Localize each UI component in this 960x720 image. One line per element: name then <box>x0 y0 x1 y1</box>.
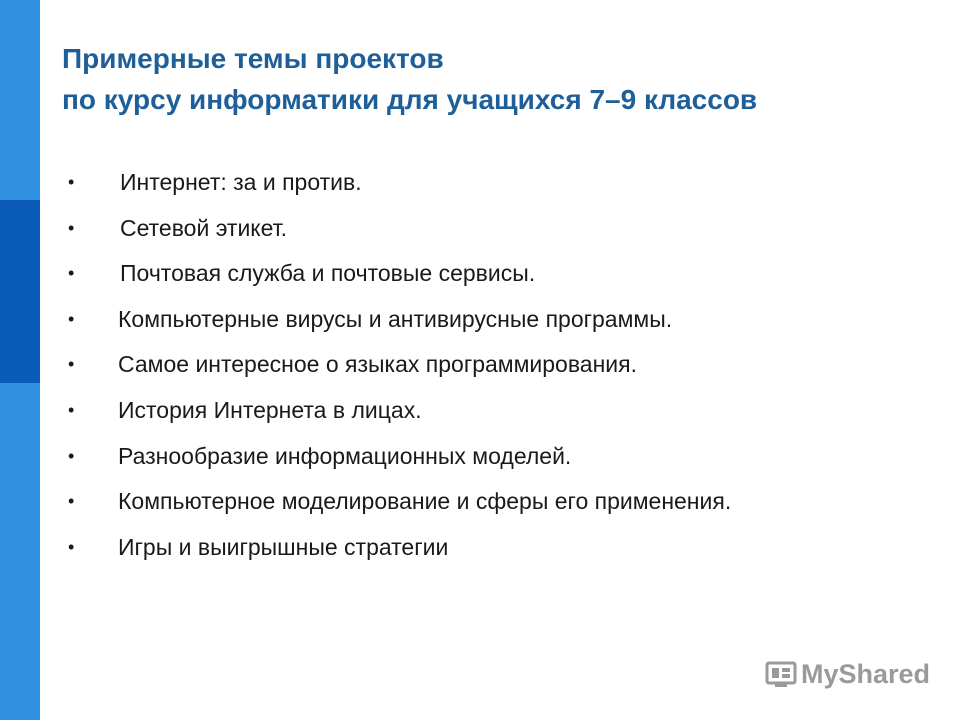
bullet-icon: • <box>68 491 75 512</box>
bullet-icon: • <box>68 354 75 375</box>
bullet-icon: • <box>68 445 75 466</box>
topic-label: Компьютерные вирусы и антивирусные программы. <box>118 305 673 332</box>
topic-label: Самое интересное о языках программирования. <box>118 351 637 378</box>
topic-label: Интернет: за и против. <box>120 169 362 195</box>
myshared-logo-icon <box>765 659 797 689</box>
topic-label: Игры и выигрышные стратегии <box>118 533 449 560</box>
topic-label: Разнообразие информационных моделей. <box>118 442 572 469</box>
topic-label: Сетевой этикет. <box>120 214 288 241</box>
bullet-icon: • <box>68 217 75 238</box>
watermark-label: MyShared <box>801 658 931 689</box>
topic-label: История Интернета в лицах. <box>118 396 422 423</box>
topic-label: Почтовая служба и почтовые сервисы. <box>120 260 536 287</box>
bullet-icon: • <box>68 308 75 329</box>
left-accent-bar-dark-segment <box>0 200 40 383</box>
myshared-watermark <box>765 654 930 694</box>
bullet-icon: • <box>68 172 75 192</box>
bullet-icon: • <box>68 399 75 420</box>
bullet-icon: • <box>68 536 75 557</box>
bullet-icon: • <box>68 263 75 284</box>
topic-label: Компьютерное моделирование и сферы его применения. <box>118 488 732 515</box>
slide-title <box>62 38 757 120</box>
slide-title-line-1: Примерные темы проектов <box>62 43 444 74</box>
slide-title-line-2: по курсу информатики для учащихся 7–9 классов <box>62 84 758 115</box>
